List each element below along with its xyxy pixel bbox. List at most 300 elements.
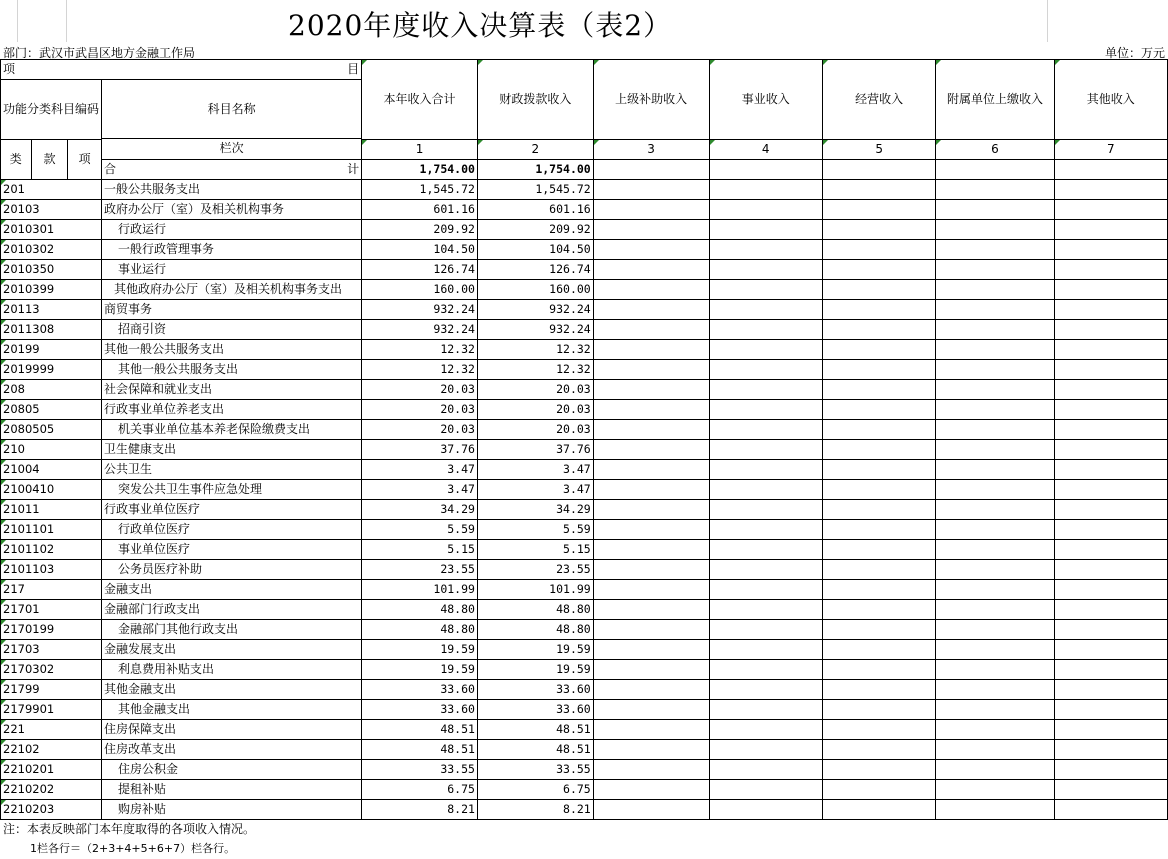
row-c3[interactable] <box>593 780 709 800</box>
row-c6[interactable] <box>936 680 1054 700</box>
row-code[interactable]: 2011308 <box>1 320 102 340</box>
row-c1[interactable]: 3.47 <box>362 480 478 500</box>
row-c7[interactable] <box>1054 520 1167 540</box>
row-c1[interactable]: 20.03 <box>362 380 478 400</box>
row-c7[interactable] <box>1054 240 1167 260</box>
row-c7[interactable] <box>1054 780 1167 800</box>
row-c3[interactable] <box>593 300 709 320</box>
total-c7[interactable] <box>1054 160 1167 180</box>
row-c3[interactable] <box>593 340 709 360</box>
row-c1[interactable]: 19.59 <box>362 640 478 660</box>
row-subject-name[interactable]: 金融部门其他行政支出 <box>102 620 362 640</box>
row-c1[interactable]: 101.99 <box>362 580 478 600</box>
row-c7[interactable] <box>1054 680 1167 700</box>
row-c7[interactable] <box>1054 600 1167 620</box>
row-c7[interactable] <box>1054 720 1167 740</box>
row-subject-name[interactable]: 政府办公厅（室）及相关机构事务 <box>102 200 362 220</box>
row-c2[interactable]: 932.24 <box>477 300 593 320</box>
row-c5[interactable] <box>822 200 935 220</box>
row-c2[interactable]: 33.60 <box>477 700 593 720</box>
row-c3[interactable] <box>593 560 709 580</box>
row-code[interactable]: 208 <box>1 380 102 400</box>
row-c5[interactable] <box>822 700 935 720</box>
row-c5[interactable] <box>822 760 935 780</box>
row-c3[interactable] <box>593 520 709 540</box>
col-header-6[interactable]: 附属单位上缴收入 <box>936 60 1054 140</box>
row-c6[interactable] <box>936 520 1054 540</box>
row-c4[interactable] <box>709 460 822 480</box>
row-c3[interactable] <box>593 600 709 620</box>
row-c4[interactable] <box>709 600 822 620</box>
row-c4[interactable] <box>709 560 822 580</box>
row-c2[interactable]: 20.03 <box>477 400 593 420</box>
row-code[interactable]: 2019999 <box>1 360 102 380</box>
row-c7[interactable] <box>1054 460 1167 480</box>
row-subject-name[interactable]: 一般公共服务支出 <box>102 180 362 200</box>
col-num-5[interactable]: 5 <box>822 140 935 160</box>
row-c7[interactable] <box>1054 660 1167 680</box>
row-c2[interactable]: 209.92 <box>477 220 593 240</box>
row-c1[interactable]: 5.15 <box>362 540 478 560</box>
row-c4[interactable] <box>709 500 822 520</box>
row-c6[interactable] <box>936 180 1054 200</box>
row-c5[interactable] <box>822 300 935 320</box>
row-code[interactable]: 2210202 <box>1 780 102 800</box>
row-c1[interactable]: 601.16 <box>362 200 478 220</box>
col-num-2[interactable]: 2 <box>477 140 593 160</box>
row-c5[interactable] <box>822 280 935 300</box>
row-c7[interactable] <box>1054 340 1167 360</box>
row-c6[interactable] <box>936 700 1054 720</box>
row-subject-name[interactable]: 公共卫生 <box>102 460 362 480</box>
row-code[interactable]: 2101102 <box>1 540 102 560</box>
row-c3[interactable] <box>593 500 709 520</box>
row-code[interactable]: 22102 <box>1 740 102 760</box>
total-label-cell[interactable] <box>102 160 362 180</box>
row-c5[interactable] <box>822 260 935 280</box>
col-header-1[interactable]: 本年收入合计 <box>362 60 478 140</box>
xiang-header[interactable]: 项 <box>68 140 102 180</box>
row-c6[interactable] <box>936 500 1054 520</box>
row-c7[interactable] <box>1054 640 1167 660</box>
row-c5[interactable] <box>822 600 935 620</box>
row-c7[interactable] <box>1054 700 1167 720</box>
row-c2[interactable]: 48.80 <box>477 600 593 620</box>
func-code-header[interactable]: 功能分类科目编码 <box>1 80 102 140</box>
col-num-7[interactable]: 7 <box>1054 140 1167 160</box>
row-subject-name[interactable]: 商贸事务 <box>102 300 362 320</box>
row-c7[interactable] <box>1054 540 1167 560</box>
row-subject-name[interactable]: 行政单位医疗 <box>102 520 362 540</box>
row-subject-name[interactable]: 购房补贴 <box>102 800 362 820</box>
row-c2[interactable]: 8.21 <box>477 800 593 820</box>
row-c3[interactable] <box>593 460 709 480</box>
row-c3[interactable] <box>593 640 709 660</box>
row-subject-name[interactable]: 住房保障支出 <box>102 720 362 740</box>
row-code[interactable]: 21701 <box>1 600 102 620</box>
row-subject-name[interactable]: 金融部门行政支出 <box>102 600 362 620</box>
row-c1[interactable]: 160.00 <box>362 280 478 300</box>
row-c4[interactable] <box>709 400 822 420</box>
row-c7[interactable] <box>1054 300 1167 320</box>
row-c2[interactable]: 23.55 <box>477 560 593 580</box>
row-c4[interactable] <box>709 760 822 780</box>
row-c5[interactable] <box>822 560 935 580</box>
row-c7[interactable] <box>1054 280 1167 300</box>
row-c4[interactable] <box>709 540 822 560</box>
col-header-2[interactable]: 财政拨款收入 <box>477 60 593 140</box>
row-c4[interactable] <box>709 780 822 800</box>
row-c6[interactable] <box>936 420 1054 440</box>
row-c6[interactable] <box>936 240 1054 260</box>
row-c6[interactable] <box>936 200 1054 220</box>
row-c1[interactable]: 12.32 <box>362 360 478 380</box>
row-c4[interactable] <box>709 260 822 280</box>
total-c2[interactable]: 1,754.00 <box>477 160 593 180</box>
total-c1[interactable]: 1,754.00 <box>362 160 478 180</box>
row-c6[interactable] <box>936 260 1054 280</box>
row-c4[interactable] <box>709 480 822 500</box>
row-subject-name[interactable]: 其他政府办公厅（室）及相关机构事务支出 <box>102 280 362 300</box>
row-c6[interactable] <box>936 460 1054 480</box>
row-c7[interactable] <box>1054 380 1167 400</box>
row-c7[interactable] <box>1054 440 1167 460</box>
row-c6[interactable] <box>936 400 1054 420</box>
row-c5[interactable] <box>822 340 935 360</box>
row-c7[interactable] <box>1054 760 1167 780</box>
col-header-7[interactable]: 其他收入 <box>1054 60 1167 140</box>
row-c4[interactable] <box>709 240 822 260</box>
row-c5[interactable] <box>822 460 935 480</box>
row-subject-name[interactable]: 机关事业单位基本养老保险缴费支出 <box>102 420 362 440</box>
row-c5[interactable] <box>822 180 935 200</box>
row-c2[interactable]: 48.51 <box>477 740 593 760</box>
row-c4[interactable] <box>709 440 822 460</box>
row-code[interactable]: 210 <box>1 440 102 460</box>
row-subject-name[interactable]: 突发公共卫生事件应急处理 <box>102 480 362 500</box>
row-c6[interactable] <box>936 440 1054 460</box>
row-subject-name[interactable]: 住房公积金 <box>102 760 362 780</box>
row-code[interactable]: 2010302 <box>1 240 102 260</box>
row-c7[interactable] <box>1054 420 1167 440</box>
row-c4[interactable] <box>709 800 822 820</box>
row-subject-name[interactable]: 招商引资 <box>102 320 362 340</box>
row-c4[interactable] <box>709 580 822 600</box>
row-c7[interactable] <box>1054 200 1167 220</box>
row-c6[interactable] <box>936 640 1054 660</box>
row-c6[interactable] <box>936 380 1054 400</box>
row-c6[interactable] <box>936 760 1054 780</box>
row-c6[interactable] <box>936 280 1054 300</box>
row-c7[interactable] <box>1054 580 1167 600</box>
row-c6[interactable] <box>936 580 1054 600</box>
row-c7[interactable] <box>1054 400 1167 420</box>
row-c5[interactable] <box>822 620 935 640</box>
row-c2[interactable]: 19.59 <box>477 660 593 680</box>
row-c6[interactable] <box>936 740 1054 760</box>
row-c6[interactable] <box>936 360 1054 380</box>
row-c2[interactable]: 104.50 <box>477 240 593 260</box>
row-c5[interactable] <box>822 800 935 820</box>
row-c2[interactable]: 12.32 <box>477 340 593 360</box>
row-c2[interactable]: 601.16 <box>477 200 593 220</box>
row-c2[interactable]: 6.75 <box>477 780 593 800</box>
row-c6[interactable] <box>936 660 1054 680</box>
row-code[interactable]: 2179901 <box>1 700 102 720</box>
lei-header[interactable]: 类 <box>1 140 32 180</box>
row-c2[interactable]: 3.47 <box>477 460 593 480</box>
row-code[interactable]: 20805 <box>1 400 102 420</box>
row-c5[interactable] <box>822 640 935 660</box>
row-c7[interactable] <box>1054 360 1167 380</box>
row-c4[interactable] <box>709 180 822 200</box>
row-c6[interactable] <box>936 720 1054 740</box>
subject-name-header[interactable] <box>102 80 362 160</box>
row-subject-name[interactable]: 提租补贴 <box>102 780 362 800</box>
col-header-4[interactable]: 事业收入 <box>709 60 822 140</box>
row-c1[interactable]: 48.80 <box>362 620 478 640</box>
row-code[interactable]: 2210201 <box>1 760 102 780</box>
row-c1[interactable]: 37.76 <box>362 440 478 460</box>
row-c3[interactable] <box>593 800 709 820</box>
row-c4[interactable] <box>709 420 822 440</box>
row-c7[interactable] <box>1054 180 1167 200</box>
row-subject-name[interactable]: 一般行政管理事务 <box>102 240 362 260</box>
row-c5[interactable] <box>822 360 935 380</box>
row-c6[interactable] <box>936 780 1054 800</box>
row-c1[interactable]: 20.03 <box>362 420 478 440</box>
row-c3[interactable] <box>593 180 709 200</box>
row-c4[interactable] <box>709 200 822 220</box>
row-c6[interactable] <box>936 540 1054 560</box>
row-c3[interactable] <box>593 580 709 600</box>
row-c4[interactable] <box>709 680 822 700</box>
row-c7[interactable] <box>1054 500 1167 520</box>
col-header-3[interactable]: 上级补助收入 <box>593 60 709 140</box>
row-c2[interactable]: 48.51 <box>477 720 593 740</box>
row-c1[interactable]: 5.59 <box>362 520 478 540</box>
row-subject-name[interactable]: 其他金融支出 <box>102 680 362 700</box>
row-c3[interactable] <box>593 620 709 640</box>
row-c4[interactable] <box>709 220 822 240</box>
row-c3[interactable] <box>593 760 709 780</box>
row-subject-name[interactable]: 利息费用补贴支出 <box>102 660 362 680</box>
row-c4[interactable] <box>709 620 822 640</box>
row-c4[interactable] <box>709 520 822 540</box>
row-c2[interactable]: 12.32 <box>477 360 593 380</box>
row-code[interactable]: 221 <box>1 720 102 740</box>
row-subject-name[interactable]: 公务员医疗补助 <box>102 560 362 580</box>
row-c7[interactable] <box>1054 560 1167 580</box>
row-c1[interactable]: 33.55 <box>362 760 478 780</box>
row-code[interactable]: 201 <box>1 180 102 200</box>
row-subject-name[interactable]: 卫生健康支出 <box>102 440 362 460</box>
row-c5[interactable] <box>822 420 935 440</box>
row-c5[interactable] <box>822 520 935 540</box>
row-c3[interactable] <box>593 700 709 720</box>
row-c6[interactable] <box>936 320 1054 340</box>
row-c3[interactable] <box>593 280 709 300</box>
row-code[interactable]: 2010399 <box>1 280 102 300</box>
item-header-cell[interactable] <box>1 60 362 80</box>
row-c1[interactable]: 19.59 <box>362 660 478 680</box>
row-c4[interactable] <box>709 280 822 300</box>
row-c2[interactable]: 1,545.72 <box>477 180 593 200</box>
row-c3[interactable] <box>593 240 709 260</box>
row-c5[interactable] <box>822 720 935 740</box>
col-header-5[interactable]: 经营收入 <box>822 60 935 140</box>
row-c7[interactable] <box>1054 320 1167 340</box>
row-subject-name[interactable]: 行政运行 <box>102 220 362 240</box>
col-num-3[interactable]: 3 <box>593 140 709 160</box>
row-c7[interactable] <box>1054 480 1167 500</box>
row-c5[interactable] <box>822 740 935 760</box>
row-code[interactable]: 2010301 <box>1 220 102 240</box>
total-c3[interactable] <box>593 160 709 180</box>
row-code[interactable]: 21011 <box>1 500 102 520</box>
total-c4[interactable] <box>709 160 822 180</box>
row-c2[interactable]: 5.15 <box>477 540 593 560</box>
row-c4[interactable] <box>709 320 822 340</box>
row-c2[interactable]: 160.00 <box>477 280 593 300</box>
row-c5[interactable] <box>822 500 935 520</box>
total-c5[interactable] <box>822 160 935 180</box>
row-subject-name[interactable]: 其他金融支出 <box>102 700 362 720</box>
row-c6[interactable] <box>936 480 1054 500</box>
row-c1[interactable]: 33.60 <box>362 680 478 700</box>
row-c2[interactable]: 932.24 <box>477 320 593 340</box>
row-subject-name[interactable]: 住房改革支出 <box>102 740 362 760</box>
row-c5[interactable] <box>822 780 935 800</box>
row-c1[interactable]: 932.24 <box>362 300 478 320</box>
col-num-1[interactable]: 1 <box>362 140 478 160</box>
row-c6[interactable] <box>936 220 1054 240</box>
row-c5[interactable] <box>822 540 935 560</box>
row-code[interactable]: 2210203 <box>1 800 102 820</box>
row-code[interactable]: 21004 <box>1 460 102 480</box>
row-code[interactable]: 2170302 <box>1 660 102 680</box>
row-c1[interactable]: 34.29 <box>362 500 478 520</box>
row-subject-name[interactable]: 金融发展支出 <box>102 640 362 660</box>
row-c5[interactable] <box>822 240 935 260</box>
row-c1[interactable]: 932.24 <box>362 320 478 340</box>
row-c3[interactable] <box>593 200 709 220</box>
row-c5[interactable] <box>822 480 935 500</box>
row-c2[interactable]: 126.74 <box>477 260 593 280</box>
row-c1[interactable]: 33.60 <box>362 700 478 720</box>
row-c5[interactable] <box>822 380 935 400</box>
row-c1[interactable]: 104.50 <box>362 240 478 260</box>
row-code[interactable]: 2101101 <box>1 520 102 540</box>
row-c5[interactable] <box>822 660 935 680</box>
row-c1[interactable]: 1,545.72 <box>362 180 478 200</box>
row-c2[interactable]: 33.60 <box>477 680 593 700</box>
row-c3[interactable] <box>593 680 709 700</box>
row-c2[interactable]: 5.59 <box>477 520 593 540</box>
row-c7[interactable] <box>1054 800 1167 820</box>
row-c3[interactable] <box>593 720 709 740</box>
row-c4[interactable] <box>709 340 822 360</box>
row-c4[interactable] <box>709 660 822 680</box>
row-code[interactable]: 21799 <box>1 680 102 700</box>
row-c5[interactable] <box>822 220 935 240</box>
row-c2[interactable]: 33.55 <box>477 760 593 780</box>
row-subject-name[interactable]: 社会保障和就业支出 <box>102 380 362 400</box>
row-code[interactable]: 2010350 <box>1 260 102 280</box>
row-c1[interactable]: 126.74 <box>362 260 478 280</box>
row-c3[interactable] <box>593 260 709 280</box>
row-c3[interactable] <box>593 400 709 420</box>
row-c1[interactable]: 8.21 <box>362 800 478 820</box>
row-c1[interactable]: 23.55 <box>362 560 478 580</box>
row-c3[interactable] <box>593 540 709 560</box>
row-c6[interactable] <box>936 560 1054 580</box>
row-c1[interactable]: 209.92 <box>362 220 478 240</box>
row-c4[interactable] <box>709 720 822 740</box>
row-c1[interactable]: 12.32 <box>362 340 478 360</box>
total-c6[interactable] <box>936 160 1054 180</box>
row-subject-name[interactable]: 行政事业单位养老支出 <box>102 400 362 420</box>
row-c5[interactable] <box>822 400 935 420</box>
row-code[interactable]: 2100410 <box>1 480 102 500</box>
col-num-4[interactable]: 4 <box>709 140 822 160</box>
row-c5[interactable] <box>822 680 935 700</box>
row-c6[interactable] <box>936 800 1054 820</box>
row-c2[interactable]: 34.29 <box>477 500 593 520</box>
row-c3[interactable] <box>593 440 709 460</box>
row-c4[interactable] <box>709 380 822 400</box>
row-c3[interactable] <box>593 360 709 380</box>
row-c1[interactable]: 48.80 <box>362 600 478 620</box>
row-c1[interactable]: 48.51 <box>362 740 478 760</box>
row-code[interactable]: 20199 <box>1 340 102 360</box>
row-c3[interactable] <box>593 420 709 440</box>
row-c4[interactable] <box>709 740 822 760</box>
row-c1[interactable]: 48.51 <box>362 720 478 740</box>
row-c5[interactable] <box>822 440 935 460</box>
row-c5[interactable] <box>822 580 935 600</box>
row-c3[interactable] <box>593 220 709 240</box>
row-c7[interactable] <box>1054 220 1167 240</box>
row-c4[interactable] <box>709 640 822 660</box>
row-c3[interactable] <box>593 740 709 760</box>
row-c1[interactable]: 6.75 <box>362 780 478 800</box>
row-c4[interactable] <box>709 300 822 320</box>
row-c4[interactable] <box>709 700 822 720</box>
kuan-header[interactable]: 款 <box>31 140 68 180</box>
row-c2[interactable]: 101.99 <box>477 580 593 600</box>
row-c6[interactable] <box>936 600 1054 620</box>
row-subject-name[interactable]: 其他一般公共服务支出 <box>102 360 362 380</box>
row-code[interactable]: 20103 <box>1 200 102 220</box>
row-code[interactable]: 2170199 <box>1 620 102 640</box>
row-c3[interactable] <box>593 480 709 500</box>
row-code[interactable]: 2080505 <box>1 420 102 440</box>
row-c5[interactable] <box>822 320 935 340</box>
row-subject-name[interactable]: 事业运行 <box>102 260 362 280</box>
row-c3[interactable] <box>593 660 709 680</box>
row-c6[interactable] <box>936 300 1054 320</box>
row-c1[interactable]: 20.03 <box>362 400 478 420</box>
row-c2[interactable]: 19.59 <box>477 640 593 660</box>
row-subject-name[interactable]: 行政事业单位医疗 <box>102 500 362 520</box>
row-c2[interactable]: 3.47 <box>477 480 593 500</box>
row-c2[interactable]: 48.80 <box>477 620 593 640</box>
row-c2[interactable]: 20.03 <box>477 380 593 400</box>
row-c2[interactable]: 37.76 <box>477 440 593 460</box>
row-c2[interactable]: 20.03 <box>477 420 593 440</box>
col-num-6[interactable]: 6 <box>936 140 1054 160</box>
